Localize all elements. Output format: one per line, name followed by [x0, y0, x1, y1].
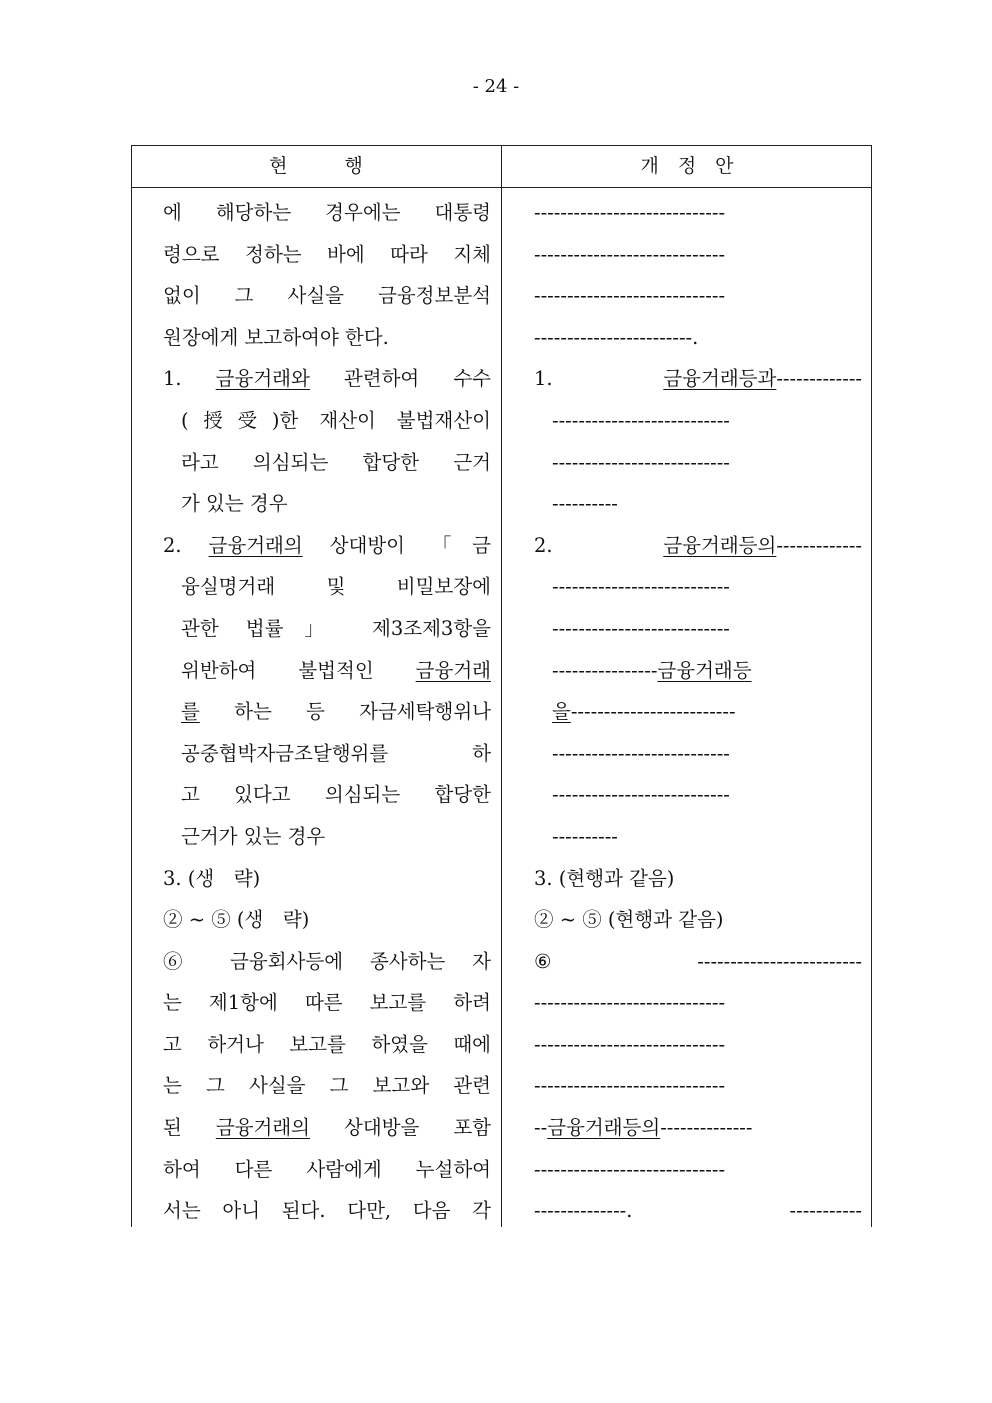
proposed-text-line — [502, 1024, 872, 1066]
text-segment: ----------------------------- — [534, 1032, 726, 1056]
text-segment: 는 그 사실을 그 보고와 관련 — [163, 1074, 491, 1098]
comparison-table — [131, 145, 872, 1227]
text-segment: 고 있다고 의심되는 합당한 — [181, 783, 491, 807]
text-segment: --------------------------- — [552, 783, 730, 807]
text-segment: 령으로 정하는 바에 따라 지체 — [163, 242, 491, 266]
current-text-line — [131, 1065, 501, 1107]
text-segment: ---------- — [552, 824, 618, 848]
text-segment: 관련하여 수수 — [309, 367, 491, 391]
text-segment: --------------------------- — [552, 616, 730, 640]
text-segment: 1. — [534, 367, 664, 391]
proposed-text-line — [502, 275, 872, 317]
current-text-line — [131, 1190, 501, 1232]
current-text-line — [131, 483, 501, 525]
current-text-line — [131, 192, 501, 234]
text-segment: ----------------------------- — [534, 1157, 726, 1181]
current-text-line — [131, 442, 501, 484]
text-segment: --------------------------- — [552, 741, 730, 765]
amended-term: 금융거래등 — [657, 658, 752, 682]
amended-term: 금융거래와 — [215, 367, 310, 391]
proposed-text-line — [502, 899, 872, 941]
current-text-line — [131, 858, 501, 900]
text-segment: --------------------------- — [552, 408, 730, 432]
text-segment: ------------------------- — [570, 700, 736, 724]
text-segment: ----------------------------- — [534, 201, 726, 224]
current-text-line — [131, 275, 501, 317]
amended-term: 금융거래등의 — [663, 533, 777, 557]
current-text-line — [131, 691, 501, 733]
text-segment: ----------------------------- — [534, 991, 726, 1015]
proposed-text-line — [502, 317, 872, 359]
proposed-text-line — [502, 982, 872, 1024]
text-segment: (授受)한 재산이 불법재산이 — [181, 408, 491, 432]
text-segment: 상대방을 포함 — [310, 1116, 491, 1140]
current-text-line — [131, 982, 501, 1024]
text-segment: ------------- — [776, 533, 862, 557]
proposed-text-line — [502, 1149, 872, 1191]
text-segment: 근거가 있는 경우 — [181, 824, 326, 848]
amended-term: 을 — [552, 700, 571, 724]
text-segment: 위반하여 불법적인 — [181, 658, 416, 682]
text-segment: 가 있는 경우 — [181, 492, 288, 516]
text-segment: 3. (현행과 같음) — [534, 866, 675, 890]
current-text-line — [131, 899, 501, 941]
proposed-text-line — [502, 816, 872, 858]
text-segment: 2. — [534, 533, 664, 557]
text-segment: 2. — [163, 533, 209, 557]
proposed-text-line — [502, 608, 872, 650]
text-segment: ---------------- — [552, 658, 658, 682]
text-segment: 는 제1항에 따른 보고를 하려 — [163, 991, 491, 1015]
current-text-line — [131, 1107, 501, 1149]
current-text-line — [131, 650, 501, 692]
text-segment: ----------------------------- — [534, 1074, 726, 1098]
amended-term: 금융거래등과 — [663, 367, 777, 391]
proposed-text-line — [502, 858, 872, 900]
current-text-line — [131, 317, 501, 359]
text-segment: 공중협박자금조달행위를 하 — [181, 741, 491, 765]
text-segment: ② ~ ⑤ (현행과 같음) — [534, 908, 724, 932]
text-segment: 3. (생 략) — [163, 866, 261, 890]
amended-term: 금융거래등의 — [547, 1116, 661, 1140]
text-segment: -------------- — [660, 1116, 753, 1140]
current-text-line — [131, 1149, 501, 1191]
text-segment: ⑥ 금융회사등에 종사하는 자 — [163, 949, 491, 973]
proposed-text-line — [502, 234, 872, 276]
proposed-amendment-column — [502, 192, 872, 1232]
proposed-text-line — [502, 774, 872, 816]
proposed-text-line — [502, 1107, 872, 1149]
text-segment: --------------. ----------- — [534, 1199, 862, 1223]
text-segment: 된 — [163, 1116, 216, 1140]
text-segment: 원장에게 보고하여야 한다. — [163, 325, 389, 349]
current-text-line — [131, 733, 501, 775]
amended-term: 를 — [181, 700, 200, 724]
current-text-line — [131, 400, 501, 442]
text-segment: 상대방이 「금 — [302, 533, 491, 557]
current-law-column — [131, 192, 501, 1232]
proposed-text-line — [502, 192, 872, 234]
proposed-text-line — [502, 483, 872, 525]
proposed-text-line — [502, 691, 872, 733]
amended-term: 금융거래의 — [215, 1116, 311, 1140]
text-segment: 라고 의심되는 합당한 근거 — [181, 450, 491, 474]
text-segment: 고 하거나 보고를 하였을 때에 — [163, 1032, 491, 1056]
proposed-text-line — [502, 1190, 872, 1232]
text-segment: 하여 다른 사람에게 누설하여 — [163, 1157, 491, 1181]
current-text-line — [131, 1024, 501, 1066]
current-text-line — [131, 774, 501, 816]
proposed-text-line — [502, 566, 872, 608]
current-text-line — [131, 234, 501, 276]
proposed-text-line — [502, 733, 872, 775]
current-text-line — [131, 566, 501, 608]
proposed-text-line — [502, 358, 872, 400]
text-segment: ----------------------------- — [534, 284, 726, 308]
text-segment: ⑥ ------------------------- — [534, 949, 862, 973]
text-segment: 서는 아니 된다. 다만, 다음 각 — [163, 1199, 491, 1223]
text-segment: 관한 법률」 제3조제3항을 — [181, 616, 491, 640]
current-text-line — [131, 525, 501, 567]
current-text-line — [131, 816, 501, 858]
text-segment: ② ~ ⑤ (생 략) — [163, 908, 310, 932]
amended-term: 금융거래의 — [208, 533, 303, 557]
text-segment: 에 해당하는 경우에는 대통령 — [163, 201, 491, 224]
header-current: 현 행 — [269, 155, 363, 177]
proposed-text-line — [502, 650, 872, 692]
current-text-line — [131, 608, 501, 650]
amended-term: 금융거래 — [415, 658, 491, 682]
proposed-text-line — [502, 442, 872, 484]
header-divider — [131, 187, 872, 188]
text-segment: ------------------------. — [534, 325, 699, 349]
text-segment: ---------- — [552, 492, 618, 516]
proposed-text-line — [502, 941, 872, 983]
current-text-line — [131, 941, 501, 983]
text-segment: ------------- — [776, 367, 862, 391]
text-segment: 하는 등 자금세탁행위나 — [199, 700, 491, 724]
text-segment: --------------------------- — [552, 575, 730, 599]
text-segment: --------------------------- — [552, 450, 730, 474]
current-text-line — [131, 358, 501, 400]
text-segment: -- — [534, 1116, 548, 1140]
text-segment: 융실명거래 및 비밀보장에 — [181, 575, 491, 599]
page-number: - 24 - — [472, 76, 520, 97]
proposed-text-line — [502, 1065, 872, 1107]
text-segment: ----------------------------- — [534, 242, 726, 266]
header-proposed: 개 정 안 — [640, 155, 734, 177]
proposed-text-line — [502, 400, 872, 442]
text-segment: 없이 그 사실을 금융정보분석 — [163, 284, 491, 308]
text-segment: 1. — [163, 367, 216, 391]
proposed-text-line — [502, 525, 872, 567]
